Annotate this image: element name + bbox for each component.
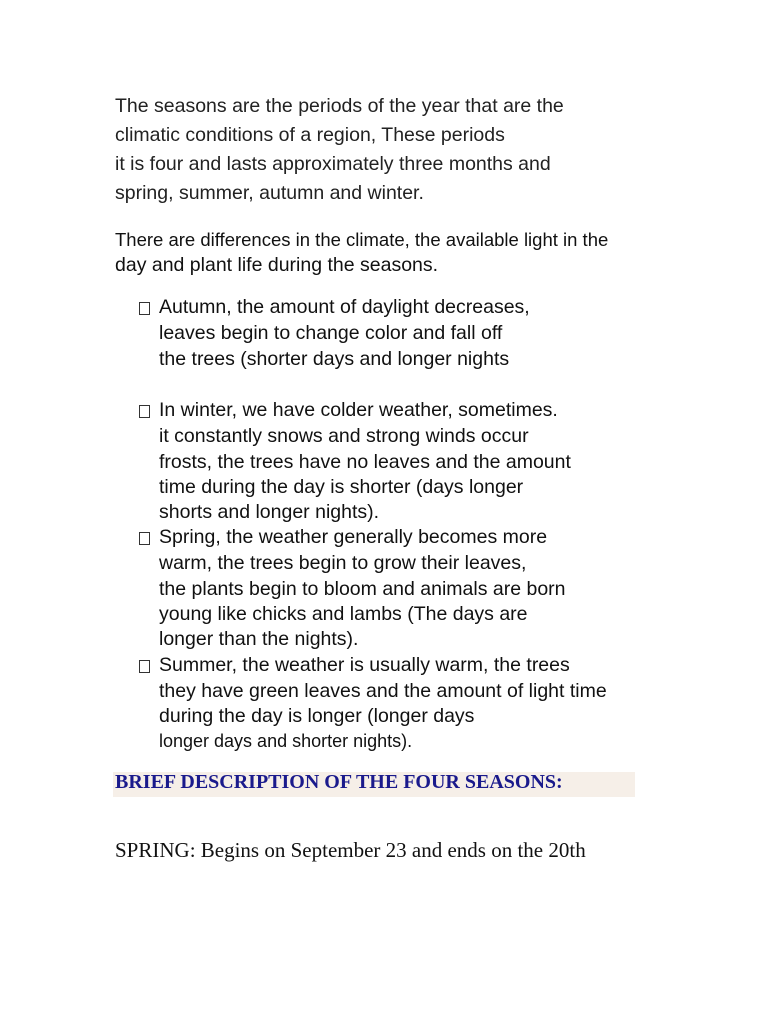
bullet-box-icon [139, 660, 150, 673]
bullet-line: In winter, we have colder weather, sometimes. [159, 399, 558, 421]
bullet-line: it constantly snows and strong winds occur [159, 425, 529, 447]
bullet-line: during the day is longer (longer days [159, 705, 475, 727]
section-heading: BRIEF DESCRIPTION OF THE FOUR SEASONS: [115, 771, 563, 793]
intro-line: climatic conditions of a region, These periods [115, 124, 505, 146]
bullet-line: Summer, the weather is usually warm, the trees [159, 654, 570, 676]
bullet-line: the trees (shorter days and longer nights [159, 348, 510, 370]
bullet-line: leaves begin to change color and fall off [159, 322, 503, 344]
bullet-line: Autumn, the amount of daylight decreases, [159, 296, 530, 318]
intro-line: The seasons are the periods of the year that are the [115, 95, 564, 117]
bullet-box-icon [139, 302, 150, 315]
differences-line: day and plant life during the seasons. [115, 254, 439, 276]
bullet-line: time during the day is shorter (days longer [159, 476, 524, 498]
bullet-line: they have green leaves and the amount of light time [159, 680, 607, 702]
intro-line: it is four and lasts approximately three months and [115, 153, 551, 175]
bullet-line: longer days and shorter nights). [159, 731, 413, 751]
bullet-line: longer than the nights). [159, 628, 359, 650]
bullet-line: Spring, the weather generally becomes more [159, 526, 548, 548]
bullet-box-icon [139, 532, 150, 545]
differences-line: There are differences in the climate, the available light in the [115, 229, 609, 250]
bullet-box-icon [139, 405, 150, 418]
bullet-line: warm, the trees begin to grow their leaves, [159, 552, 527, 574]
bullet-line: young like chicks and lambs (The days are [159, 603, 528, 625]
intro-line: spring, summer, autumn and winter. [115, 182, 424, 204]
bullet-line: frosts, the trees have no leaves and the amount [159, 451, 571, 473]
bullet-line: shorts and longer nights). [159, 501, 380, 523]
spring-description: SPRING: Begins on September 23 and ends on the 20th [115, 838, 586, 862]
bullet-line: the plants begin to bloom and animals are born [159, 578, 566, 600]
